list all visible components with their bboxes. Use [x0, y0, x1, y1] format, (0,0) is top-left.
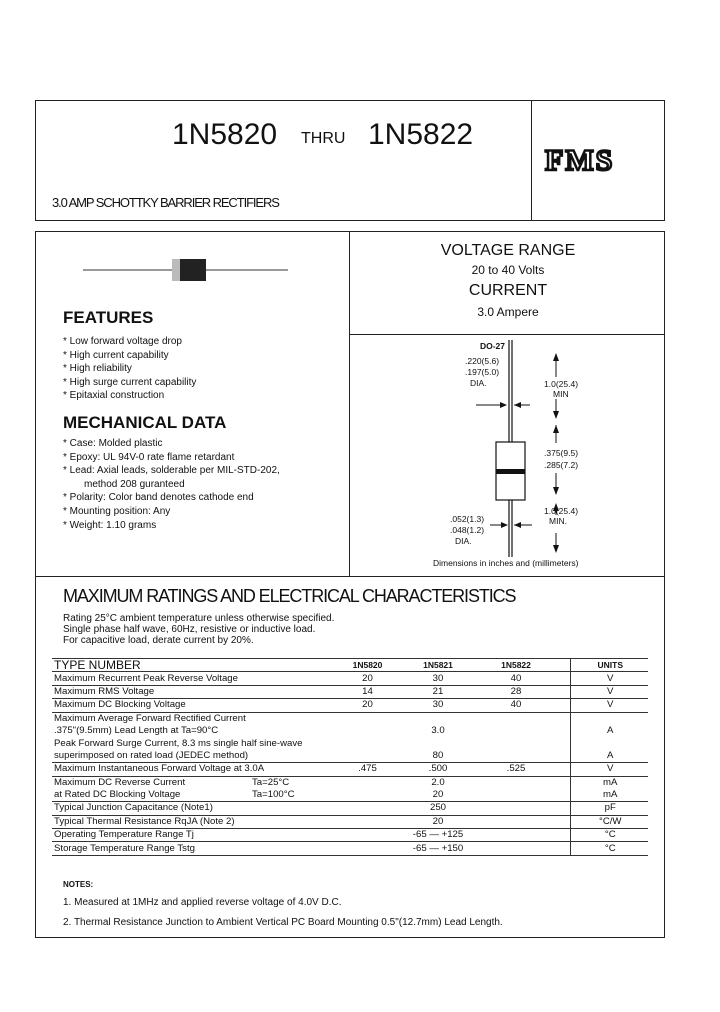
dim-lead-dia-2: .197(5.0) — [465, 367, 500, 377]
dim-lead-len2-1: 1.0(25.4) — [544, 506, 579, 516]
spacer — [554, 842, 570, 855]
table-row — [52, 750, 648, 763]
value-1n5821: 250 — [398, 802, 476, 815]
value-1n5821: -65 — +150 — [398, 842, 476, 855]
value-1n5820: 20 — [335, 699, 398, 712]
dimensions-caption: Dimensions in inches and (millimeters) — [433, 558, 579, 568]
spacer — [554, 672, 570, 685]
value-1n5822 — [476, 842, 554, 855]
diode-body-band — [172, 259, 180, 281]
value-unit: pF — [570, 802, 648, 815]
footnote-2: 2. Thermal Resistance Junction to Ambient Vertical PC Board Mounting 0.5"(12.7mm) Lead Length. — [63, 917, 503, 928]
value-unit: °C — [570, 842, 648, 855]
header-divider — [531, 100, 532, 221]
table-row — [52, 685, 648, 698]
spacer — [554, 737, 570, 749]
part-thru: THRU — [301, 130, 346, 147]
rating-note-2: Single phase half wave, 60Hz, resistive or inductive load. — [63, 624, 316, 635]
row-label: Storage Temperature Range Tstg — [52, 842, 335, 855]
dim-body-2: .285(7.2) — [544, 460, 579, 470]
feature-item: * High surge current capability — [63, 376, 197, 388]
value-1n5822: .525 — [476, 763, 554, 776]
value-1n5822 — [476, 725, 554, 737]
row-label: Maximum DC Blocking Voltage — [52, 699, 335, 712]
value-1n5822: 40 — [476, 699, 554, 712]
value-1n5820 — [335, 815, 398, 828]
feature-item: * High current capability — [63, 349, 169, 361]
mechanical-list — [63, 437, 280, 532]
value-1n5822 — [476, 789, 554, 802]
value-1n5822 — [476, 712, 554, 725]
dim-lead-len2-2: MIN. — [549, 516, 567, 526]
value-unit: V — [570, 763, 648, 776]
value-unit — [570, 737, 648, 749]
feature-item: * Low forward voltage drop — [63, 336, 182, 347]
rating-note-1: Rating 25°C ambient temperature unless otherwise specified. — [63, 613, 335, 624]
value-1n5822 — [476, 776, 554, 789]
spacer — [554, 699, 570, 712]
table-header-row — [52, 659, 648, 672]
mechanical-item: * Case: Molded plastic — [63, 438, 163, 449]
mechanical-item: * Weight: 1.10 grams — [63, 519, 157, 531]
value-unit: V — [570, 699, 648, 712]
footnote-1: 1. Measured at 1MHz and applied reverse voltage of 4.0V D.C. — [63, 897, 342, 908]
spacer — [554, 829, 570, 842]
value-1n5820 — [335, 829, 398, 842]
row-label: .375"(9.5mm) Lead Length at Ta=90°C — [54, 725, 219, 737]
table-header-cell: 1N5822 — [476, 659, 554, 672]
table-row — [52, 789, 648, 802]
row-label: Operating Temperature Range Tj — [52, 829, 335, 842]
part-first: 1N5820 — [172, 118, 278, 151]
spacer — [554, 712, 570, 725]
features-title: FEATURES — [63, 308, 154, 327]
value-1n5821: -65 — +125 — [398, 829, 476, 842]
spacer — [554, 789, 570, 802]
value-unit: mA — [570, 776, 648, 789]
mechanical-item: * Mounting position: Any — [63, 505, 171, 517]
diode-lead-right — [206, 269, 288, 271]
value-1n5821: .500 — [398, 763, 476, 776]
mechanical-title: MECHANICAL DATA — [63, 413, 227, 432]
spacer — [554, 685, 570, 698]
value-1n5821: 30 — [398, 672, 476, 685]
max-ratings-title: MAXIMUM RATINGS AND ELECTRICAL CHARACTERISTICS — [63, 586, 516, 606]
notes-title: NOTES: — [63, 880, 94, 889]
table-row — [52, 802, 648, 815]
value-1n5821 — [398, 712, 476, 725]
value-unit: mA — [570, 789, 648, 802]
value-1n5820 — [335, 842, 398, 855]
value-unit: °C — [570, 829, 648, 842]
value-1n5821 — [398, 737, 476, 749]
value-unit — [570, 712, 648, 725]
spacer — [554, 802, 570, 815]
table-row — [52, 815, 648, 828]
table-row — [52, 672, 648, 685]
value-1n5820 — [335, 802, 398, 815]
dim-wire-3: DIA. — [455, 536, 472, 546]
table-row — [52, 725, 648, 737]
section-divider — [35, 576, 665, 577]
package-name: DO-27 — [479, 341, 505, 351]
mechanical-item: * Epoxy: UL 94V-0 rate flame retardant — [63, 451, 235, 463]
feature-item: * Epitaxial construction — [63, 390, 165, 402]
dim-body-1: .375(9.5) — [544, 448, 579, 458]
electrical-characteristics-table — [52, 658, 648, 856]
table-row — [52, 842, 648, 855]
features-list — [63, 335, 196, 403]
value-1n5820: 20 — [335, 672, 398, 685]
diode-lead-left — [83, 269, 173, 271]
table-row — [52, 829, 648, 842]
row-condition: Ta=25°C — [252, 776, 290, 788]
dim-lead-len-1: 1.0(25.4) — [544, 379, 579, 389]
row-label: at Rated DC Blocking Voltage Ta=100°C — [54, 788, 295, 801]
value-1n5822 — [476, 815, 554, 828]
row-label: Peak Forward Surge Current, 8.3 ms single half sine-wave — [54, 737, 303, 749]
row-label: Maximum RMS Voltage — [52, 685, 335, 698]
table-header-cell: 1N5820 — [335, 659, 398, 672]
row-label: superimposed on rated load (JEDEC method) — [54, 749, 249, 761]
value-1n5820 — [335, 737, 398, 749]
row-label: Maximum Recurrent Peak Reverse Voltage — [52, 672, 335, 685]
value-unit: A — [570, 750, 648, 763]
value-1n5821: 21 — [398, 685, 476, 698]
value-1n5821: 20 — [398, 815, 476, 828]
mechanical-item: * Lead: Axial leads, solderable per MIL-STD-202, — [63, 465, 280, 477]
part-last: 1N5822 — [368, 118, 474, 151]
value-1n5822 — [476, 737, 554, 749]
value-1n5821: 20 — [432, 789, 444, 801]
package-outline-drawing — [350, 335, 665, 576]
value-1n5820 — [335, 789, 398, 802]
row-label: Typical Junction Capacitance (Note1) — [52, 802, 335, 815]
row-condition: Ta=100°C — [252, 788, 295, 800]
current-value: 3.0 Ampere — [477, 305, 539, 319]
value-1n5822: 40 — [476, 672, 554, 685]
dim-wire-2: .048(1.2) — [450, 525, 485, 535]
value-1n5820: 14 — [335, 685, 398, 698]
value-unit: °C/W — [570, 815, 648, 828]
value-1n5821: 80 — [432, 749, 444, 761]
feature-item: * High reliability — [63, 363, 132, 375]
mechanical-item: method 208 guranteed — [84, 478, 185, 490]
row-label: Maximum Instantaneous Forward Voltage at 3.0A — [52, 763, 335, 776]
table-header-cell: 1N5821 — [398, 659, 476, 672]
rating-note-3: For capacitive load, derate current by 20%. — [63, 635, 254, 646]
table-header-cell — [554, 659, 570, 672]
dim-lead-len-2: MIN — [553, 389, 569, 399]
value-1n5821: 2.0 — [398, 776, 476, 789]
table-header-cell: UNITS — [570, 659, 648, 672]
table-row — [52, 699, 648, 712]
table-row — [52, 763, 648, 776]
row-label: Typical Thermal Resistance RqJA (Note 2) — [52, 815, 335, 828]
table-row — [52, 776, 648, 789]
row-label: Maximum Average Forward Rectified Current — [52, 712, 335, 725]
value-unit: V — [570, 685, 648, 698]
value-1n5820: .475 — [335, 763, 398, 776]
table-row — [52, 737, 648, 749]
dim-wire-1: .052(1.3) — [450, 514, 485, 524]
table-header-cell: TYPE NUMBER — [52, 659, 335, 672]
row-label: Maximum DC Reverse Current Ta=25°C — [52, 776, 335, 789]
dim-lead-dia-1: .220(5.6) — [465, 356, 500, 366]
mechanical-item: * Polarity: Color band denotes cathode end — [63, 492, 254, 504]
value-unit: A — [570, 725, 648, 737]
spacer — [554, 815, 570, 828]
dim-lead-dia-3: DIA. — [470, 378, 487, 388]
value-1n5822 — [476, 750, 554, 763]
value-1n5821: 30 — [398, 699, 476, 712]
value-unit: V — [570, 672, 648, 685]
current-title: CURRENT — [468, 282, 548, 299]
value-1n5820 — [335, 776, 398, 789]
spacer — [554, 725, 570, 737]
spacer — [554, 776, 570, 789]
value-1n5820 — [335, 750, 398, 763]
value-1n5820 — [335, 725, 398, 737]
value-1n5822 — [476, 829, 554, 842]
value-1n5820 — [335, 712, 398, 725]
subtitle: 3.0 AMP SCHOTTKY BARRIER RECTIFIERS — [52, 195, 279, 210]
value-1n5821: 3.0 — [431, 725, 445, 737]
spacer — [554, 763, 570, 776]
value-1n5822: 28 — [476, 685, 554, 698]
spacer — [554, 750, 570, 763]
value-1n5822 — [476, 802, 554, 815]
voltage-range-value: 20 to 40 Volts — [471, 263, 545, 277]
table-row — [52, 712, 648, 725]
voltage-range-title: VOLTAGE RANGE — [440, 242, 576, 259]
brand-logo: FMS — [545, 144, 615, 177]
